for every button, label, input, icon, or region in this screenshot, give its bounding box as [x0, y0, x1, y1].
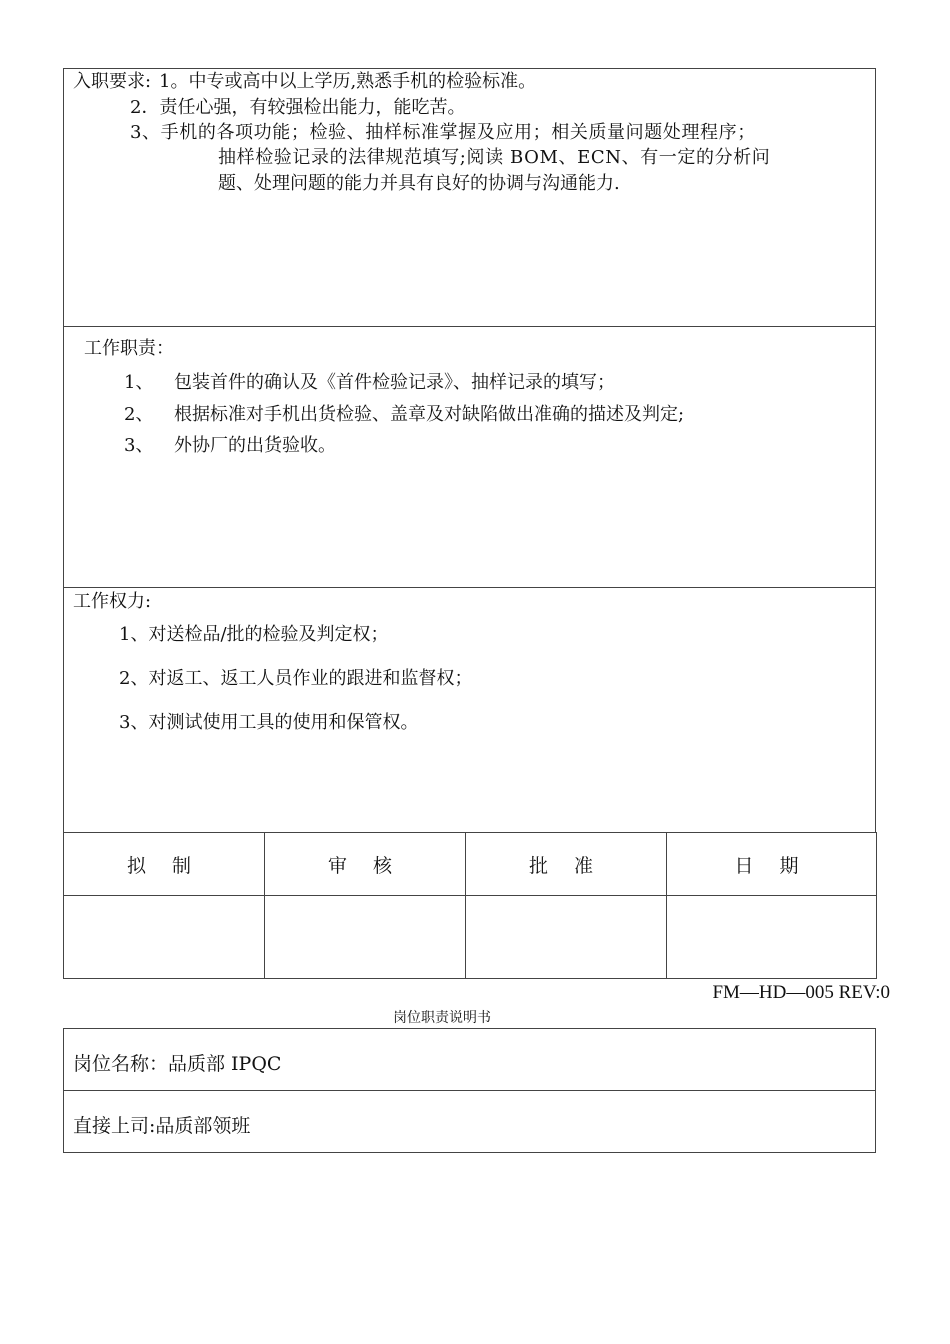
duties-item-1-text: 包装首件的确认及《首件检验记录》、抽样记录的填写；	[174, 372, 615, 393]
requirements-item-1: 1。中专或高中以上学历,熟悉手机的检验标准。	[159, 71, 537, 92]
date-cell[interactable]	[667, 896, 877, 979]
prepared-by-cell[interactable]	[64, 896, 265, 979]
rights-heading: 工作权力:	[73, 591, 152, 612]
signoff-table	[63, 832, 877, 979]
requirements-item-2: 2．责任心强，有较强检出能力，能吃苦。	[130, 97, 466, 118]
signoff-header-row	[64, 833, 877, 896]
prepared-by-header: 拟 制	[64, 833, 265, 896]
rights-item-2: 2、对返工、返工人员作业的跟进和监督权；	[119, 668, 473, 689]
document-title: 岗位职责说明书	[393, 1010, 491, 1026]
duties-item-1-num: 1、	[124, 372, 154, 393]
duties-heading: 工作职责：	[84, 338, 174, 359]
position-name: 岗位名称：品质部 IPQC	[73, 1053, 282, 1075]
approved-by-cell[interactable]	[466, 896, 667, 979]
requirements-item-3-cont-1: 抽样检验记录的法律规范填写;阅读 BOM、ECN、有一定的分析问	[218, 147, 771, 168]
requirements-item-3-cont-2: 题、处理问题的能力并具有良好的协调与沟通能力.	[218, 173, 620, 194]
reviewed-by-cell[interactable]	[265, 896, 466, 979]
direct-supervisor: 直接上司:品质部领班	[73, 1115, 251, 1137]
supervisor-row	[63, 1090, 876, 1153]
duties-item-2-text: 根据标准对手机出货检验、盖章及对缺陷做出准确的描述及判定;	[174, 404, 685, 425]
requirements-section	[63, 68, 876, 327]
position-name-row	[63, 1028, 876, 1091]
requirements-item-3: 3、手机的各项功能；检验、抽样标准掌握及应用；相关质量问题处理程序；	[130, 122, 756, 143]
duties-item-2-num: 2、	[124, 404, 154, 425]
rights-item-3: 3、对测试使用工具的使用和保管权。	[119, 712, 419, 733]
duties-item-3-num: 3、	[124, 435, 154, 456]
date-header: 日 期	[667, 833, 877, 896]
reviewed-by-header: 审 核	[265, 833, 466, 896]
rights-section	[63, 587, 876, 833]
signoff-entry-row	[64, 896, 877, 979]
approved-by-header: 批 准	[466, 833, 667, 896]
form-code: FM—HD—005 REV:0	[712, 982, 890, 1003]
duties-section	[63, 326, 876, 588]
requirements-heading: 入职要求:	[73, 71, 152, 92]
duties-item-3-text: 外协厂的出货验收。	[174, 435, 336, 456]
rights-item-1: 1、对送检品/批的检验及判定权；	[119, 624, 389, 645]
